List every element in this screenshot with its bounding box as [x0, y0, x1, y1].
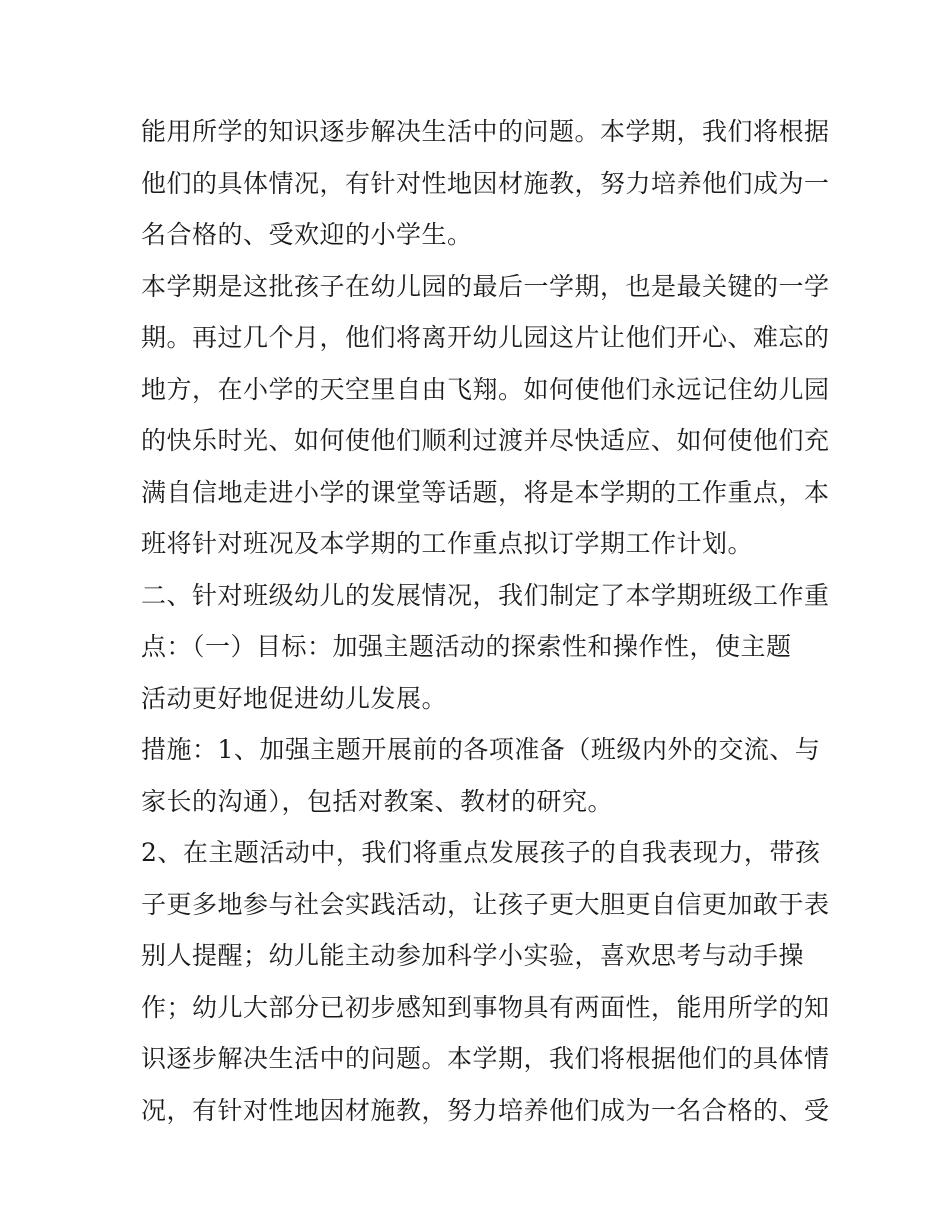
paragraph-intro-end — [141, 106, 830, 261]
text-line: 作；幼儿大部分已初步感知到事物具有两面性，能用所学的知 — [141, 992, 830, 1022]
text-line: 他们的具体情况，有针对性地因材施教，努力培养他们成为一 — [141, 168, 830, 198]
text-line: 子更多地参与社会实践活动，让孩子更大胆更自信更加敢于表 — [141, 889, 830, 919]
paragraph-measures-one — [141, 724, 821, 827]
text-line: 能用所学的知识逐步解决生活中的问题。本学期，我们将根据 — [141, 117, 830, 146]
text-line: 班将针对班况及本学期的工作重点拟订学期工作计划。 — [141, 529, 754, 558]
text-line: 别人提醒；幼儿能主动参加科学小实验，喜欢思考与动手操 — [141, 941, 805, 970]
text-line: 家长的沟通），包括对教案、教材的研究。 — [141, 786, 614, 816]
text-line: 名合格的、受欢迎的小学生。 — [141, 220, 473, 249]
text-line: 况，有针对性地因材施教，努力培养他们成为一名合格的、受 — [141, 1095, 830, 1125]
text-line: 识逐步解决生活中的问题。本学期，我们将根据他们的具体情 — [141, 1044, 830, 1073]
text-line: 满自信地走进小学的课堂等话题，将是本学期的工作重点，本 — [141, 477, 830, 507]
text-line: 本学期是这批孩子在幼儿园的最后一学期，也是最关键的一学 — [141, 271, 830, 301]
paragraph-measures-two — [141, 827, 830, 1136]
text-line: 二、针对班级幼儿的发展情况，我们制定了本学期班级工作重 — [141, 580, 830, 610]
text-line: 地方，在小学的天空里自由飞翔。如何使他们永远记住幼儿园 — [141, 374, 830, 404]
text-line: 2、在主题活动中，我们将重点发展孩子的自我表现力，带孩 — [141, 838, 821, 867]
paragraph-semester-overview — [141, 261, 830, 570]
text-line: 活动更好地促进幼儿发展。 — [141, 683, 448, 713]
text-line: 措施：1、加强主题开展前的各项准备（班级内外的交流、与 — [141, 735, 821, 764]
paragraph-section-two-goals — [141, 570, 830, 725]
text-line: 期。再过几个月，他们将离开幼儿园这片让他们开心、难忘的 — [141, 323, 830, 352]
document-body — [141, 106, 830, 1136]
text-line: 的快乐时光、如何使他们顺利过渡并尽快适应、如何使他们充 — [141, 426, 830, 455]
text-line: 点：（一）目标：加强主题活动的探索性和操作性，使主题 — [141, 632, 792, 661]
